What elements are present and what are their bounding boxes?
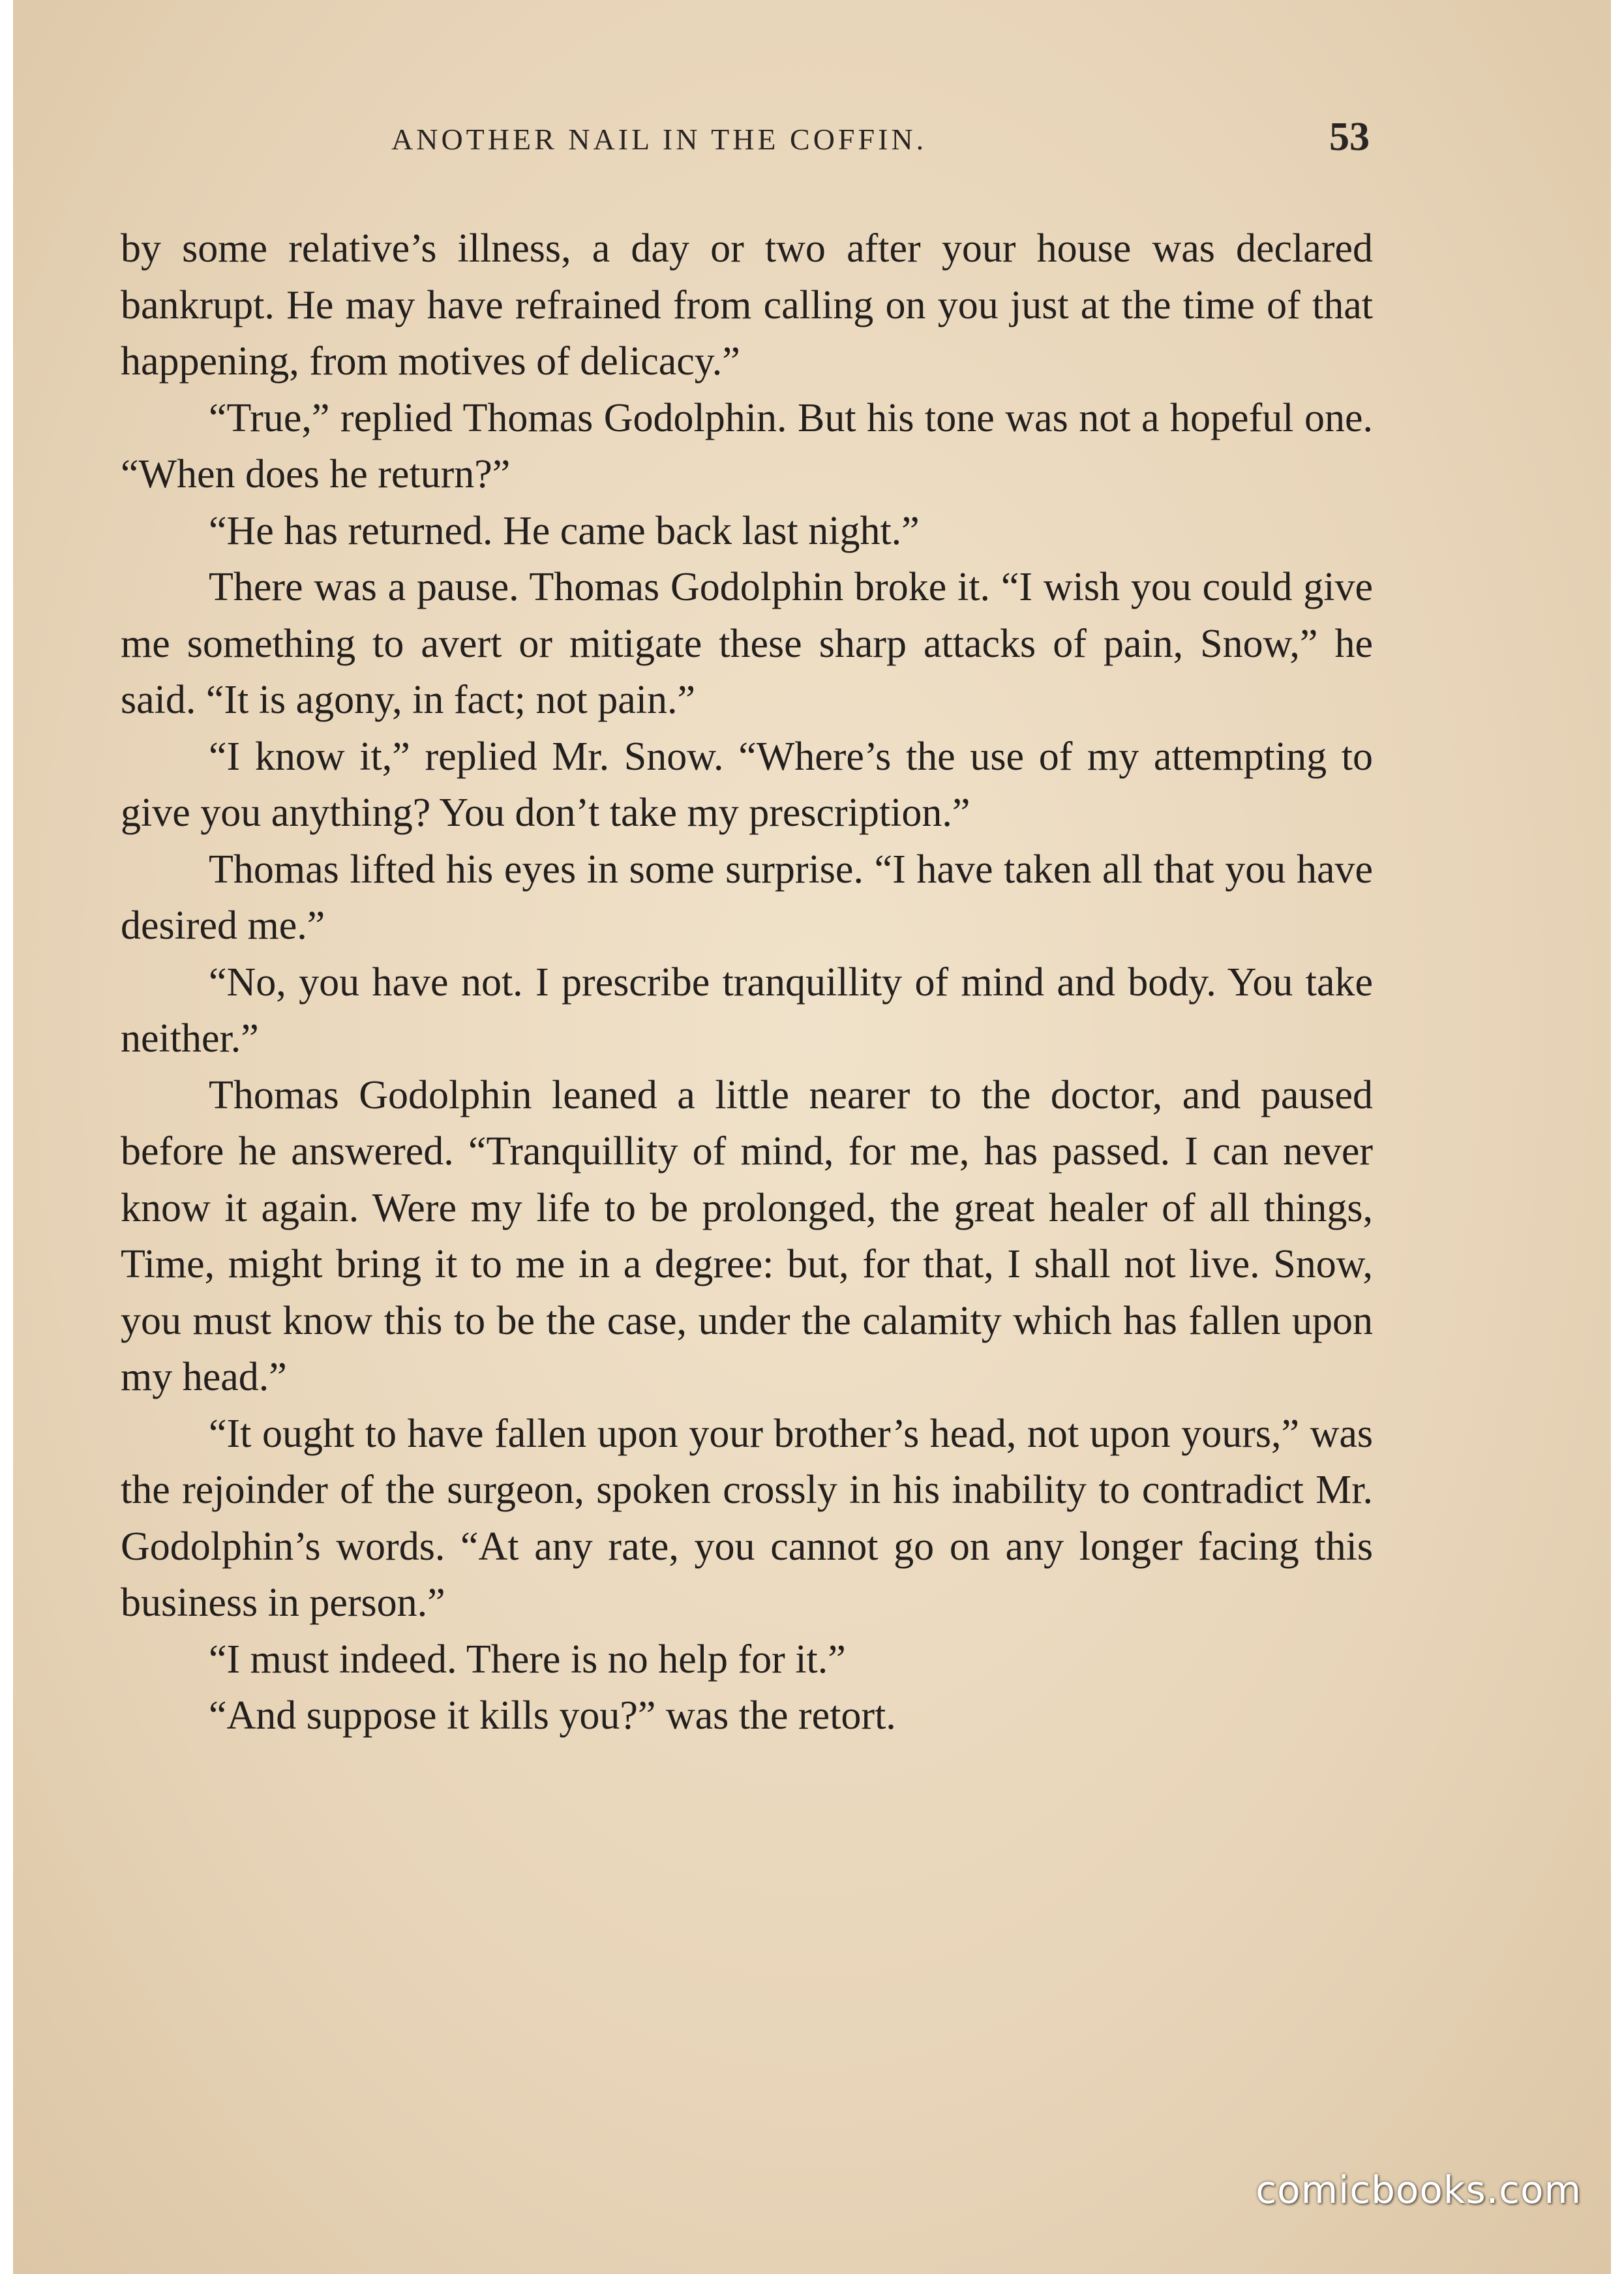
paragraph: by some relative’s illness, a day or two after your house was declared bankrupt. He may have refrained from calling on you just at the time of that happening, from motives of delicacy.”: [121, 226, 1373, 384]
paragraph: “It ought to have fallen upon your brother’s head, not upon yours,” was the rejoinder of the surgeon, spoken crossly in his inability to contradict Mr. Godolphin’s words. “At any rate, you cannot go on any longer facing this business in person.”: [121, 1411, 1373, 1625]
paragraph: Thomas lifted his eyes in some surprise. “I have taken all that you have desired me.”: [121, 847, 1373, 948]
watermark: comicbooks.com: [1256, 2168, 1582, 2212]
paragraph: There was a pause. Thomas Godolphin broke it. “I wish you could give me something to avert or mitigate these sharp attacks of pain, Snow,” he said. “It is agony, in fact; not pain.”: [121, 565, 1373, 722]
paragraph: “And suppose it kills you?” was the retort.: [209, 1693, 896, 1738]
paragraph: Thomas Godolphin leaned a little nearer to the doctor, and paused before he answered. “Tranquillity of mind, for me, has passed. I can never know it again. Were my life to be prolonged, the great healer of all things, Time, might bring it to me in a degree: but, for that, I shall not live. Snow, you must know this to be the case, under the calamity which has fallen upon my head.”: [121, 1072, 1373, 1399]
paragraph: “I know it,” replied Mr. Snow. “Where’s the use of my attempting to give you anything? You don’t take my prescription.”: [121, 734, 1373, 835]
paragraph: “No, you have not. I prescribe tranquillity of mind and body. You take neither.”: [121, 960, 1373, 1061]
body-text: [121, 220, 1373, 1744]
page-header: [13, 114, 1611, 166]
page-number: 53: [1329, 115, 1370, 159]
paragraph: “He has returned. He came back last night.”: [209, 508, 920, 553]
paragraph: “I must indeed. There is no help for it.”: [209, 1637, 846, 1682]
running-head: ANOTHER NAIL IN THE COFFIN.: [391, 123, 927, 156]
paragraph: “True,” replied Thomas Godolphin. But his tone was not a hopeful one. “When does he return?”: [121, 395, 1373, 496]
book-page: [13, 0, 1611, 2274]
